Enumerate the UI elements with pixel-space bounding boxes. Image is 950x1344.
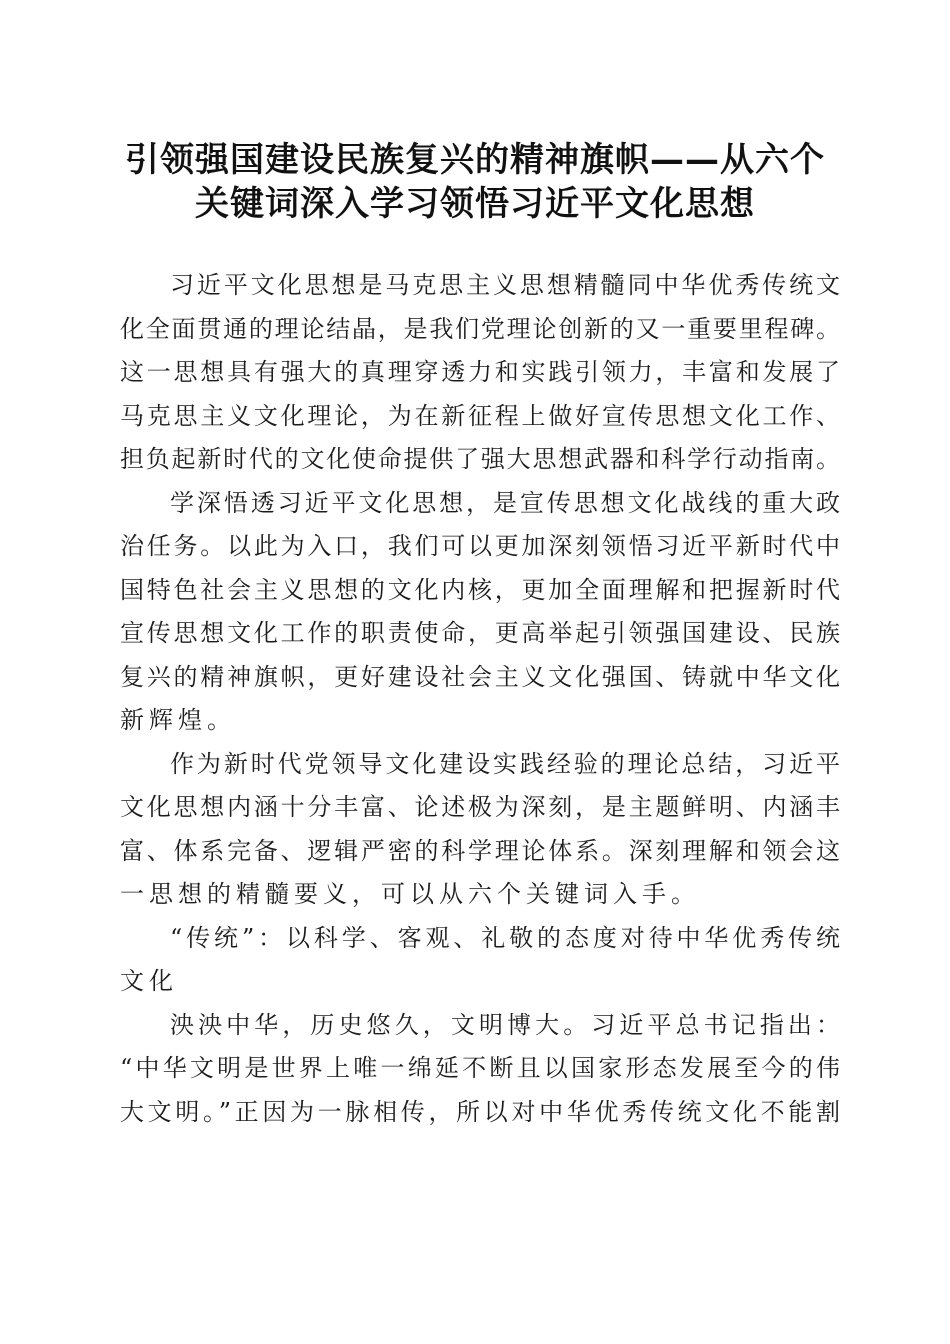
title-line-2: 关键词深入学习领悟习近平文化思想	[195, 184, 755, 224]
body-line: 马克思主义文化理论，为在新征程上做好宣传思想文化工作、	[120, 401, 840, 430]
body-line: 作为新时代党领导文化建设实践经验的理论总结，习近平	[170, 749, 840, 778]
body-line: 治任务。以此为入口，我们可以更加深刻领悟习近平新时代中	[120, 532, 840, 560]
body-line: 学深悟透习近平文化思想，是宣传思想文化战线的重大政	[170, 488, 840, 517]
body-line: 一思想的精髓要义，可以从六个关键词入手。	[120, 880, 700, 908]
body-line: 化全面贯通的理论结晶，是我们党理论创新的又一重要里程碑。	[120, 314, 840, 343]
section-heading-line: “传统”：以科学、客观、礼敬的态度对待中华优秀传统	[170, 923, 840, 952]
body-line: 习近平文化思想是马克思主义思想精髓同中华优秀传统文	[170, 271, 840, 299]
body-line: 新辉煌。	[120, 706, 236, 734]
body-line: 宣传思想文化工作的职责使命，更高举起引领强国建设、民族	[120, 619, 840, 647]
document-body	[120, 264, 840, 1134]
body-line: 泱泱中华，历史悠久，文明博大。习近平总书记指出：	[170, 1010, 840, 1039]
document-title	[100, 138, 850, 226]
body-line: 担负起新时代的文化使命提供了强大思想武器和科学行动指南。	[120, 445, 840, 473]
body-line: 大文明。”正因为一脉相传，所以对中华优秀传统文化不能割	[120, 1097, 840, 1126]
body-line: 这一思想具有强大的真理穿透力和实践引领力，丰富和发展了	[120, 358, 840, 386]
body-line: 富、体系完备、逻辑严密的科学理论体系。深刻理解和领会这	[120, 836, 840, 865]
section-heading-line: 文化	[120, 967, 178, 995]
body-line: 文化思想内涵十分丰富、论述极为深刻，是主题鲜明、内涵丰	[120, 793, 840, 821]
title-line-1: 引领强国建设民族复兴的精神旗帜——从六个	[125, 140, 825, 180]
body-line: 国特色社会主义思想的文化内核，更加全面理解和把握新时代	[120, 575, 840, 604]
body-line: “中华文明是世界上唯一绵延不断且以国家形态发展至今的伟	[120, 1054, 840, 1082]
body-line: 复兴的精神旗帜，更好建设社会主义文化强国、铸就中华文化	[120, 662, 840, 691]
